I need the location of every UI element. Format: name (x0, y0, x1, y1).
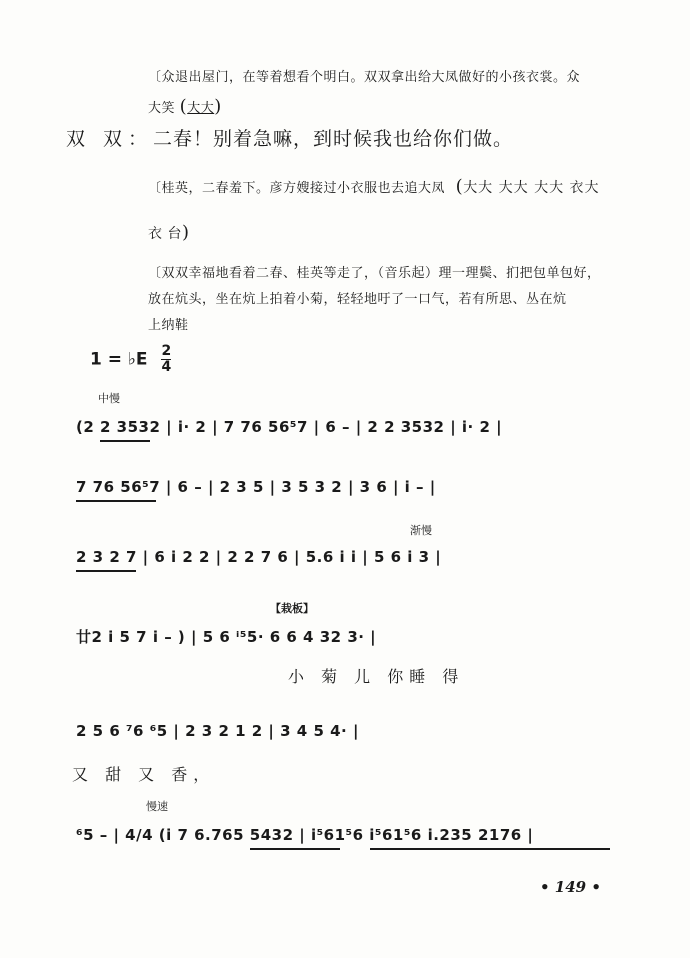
stage-direction-3-line1: 〔双双幸福地看着二春、桂英等走了，（音乐起）理一理鬓、扪把包单包好， (148, 266, 601, 281)
key-signature: 1 = ♭E $\frac{2}{4}$ (90, 343, 172, 375)
page-number: • 149 • (540, 878, 601, 896)
beam-line (250, 848, 340, 850)
stage-direction-1: 〔众退出屋门，在等着想看个明白。双双拿出给大凤做好的小孩衣裳。众 (148, 70, 581, 85)
stage-direction-text: 〔桂英，二春羞下。彦方嫂接过小衣服也去追大凤 (148, 181, 446, 196)
stage-direction-2-line2: 衣 台) (148, 222, 190, 243)
beam-line (76, 500, 156, 502)
tempo-marking: 中慢 (98, 392, 120, 405)
stage-direction-1-line2: 大笑 (大大) (148, 96, 222, 117)
score-row-6: ⁶5 – | 4/4 (i 7 6.765 5432 | i⁵61⁵6 i⁵61⁵6 i.235 2176 | (76, 826, 534, 844)
section-marking: 【栽板】 (270, 602, 314, 615)
tempo-marking: 慢速 (146, 800, 168, 813)
percussion-syllables: 大大 大大 大大 衣大 (463, 180, 600, 196)
stage-direction-3-line2: 放在炕头，坐在炕上拍着小菊，轻轻地吁了一口气，若有所思、丛在炕 (148, 292, 567, 307)
stage-direction-text: 大笑 (148, 101, 176, 116)
tempo-marking: 渐慢 (410, 524, 432, 537)
dialogue-line (66, 124, 513, 151)
score-row-1: (2 2 3532 | i· 2 | 7 76 56⁵7 | 6 – | 2 2 3532 | i· 2 | (76, 418, 503, 436)
lyrics-row-5: 又 甜 又 香， (72, 765, 216, 784)
percussion-syllables: 大大 (187, 101, 215, 116)
speaker-name: 双 双： (66, 128, 154, 150)
beam-line (370, 848, 610, 850)
score-row-5: 2 5 6 ⁷6 ⁶5 | 2 3 2 1 2 | 3 4 5 4· | (76, 722, 359, 740)
stage-direction-2: 〔桂英，二春羞下。彦方嫂接过小衣服也去追大凤 (大大 大大 大大 衣大 (148, 176, 600, 197)
score-row-2: 7 76 56⁵7 | 6 – | 2 3 5 | 3 5 3 2 | 3 6 | i – | (76, 478, 436, 496)
lyrics-row-4: 小 菊 儿 你睡 得 (288, 667, 465, 686)
dialogue-text: 二春！别着急嘛，到时候我也给你们做。 (153, 128, 514, 150)
stage-direction-3-line3: 上纳鞋 (148, 318, 189, 333)
time-signature: $\frac{2}{4}$ (161, 343, 172, 375)
score-row-3: 2 3 2 7 | 6 i 2 2 | 2 2 7 6 | 5.6 i i | 5 6 i 3 | (76, 548, 442, 566)
score-row-4: 廿2 i 5 7 i – ) | 5 6 ⁱ⁵5· 6 6 4 32 3· | (76, 628, 377, 646)
beam-line (100, 440, 150, 442)
beam-line (76, 570, 136, 572)
